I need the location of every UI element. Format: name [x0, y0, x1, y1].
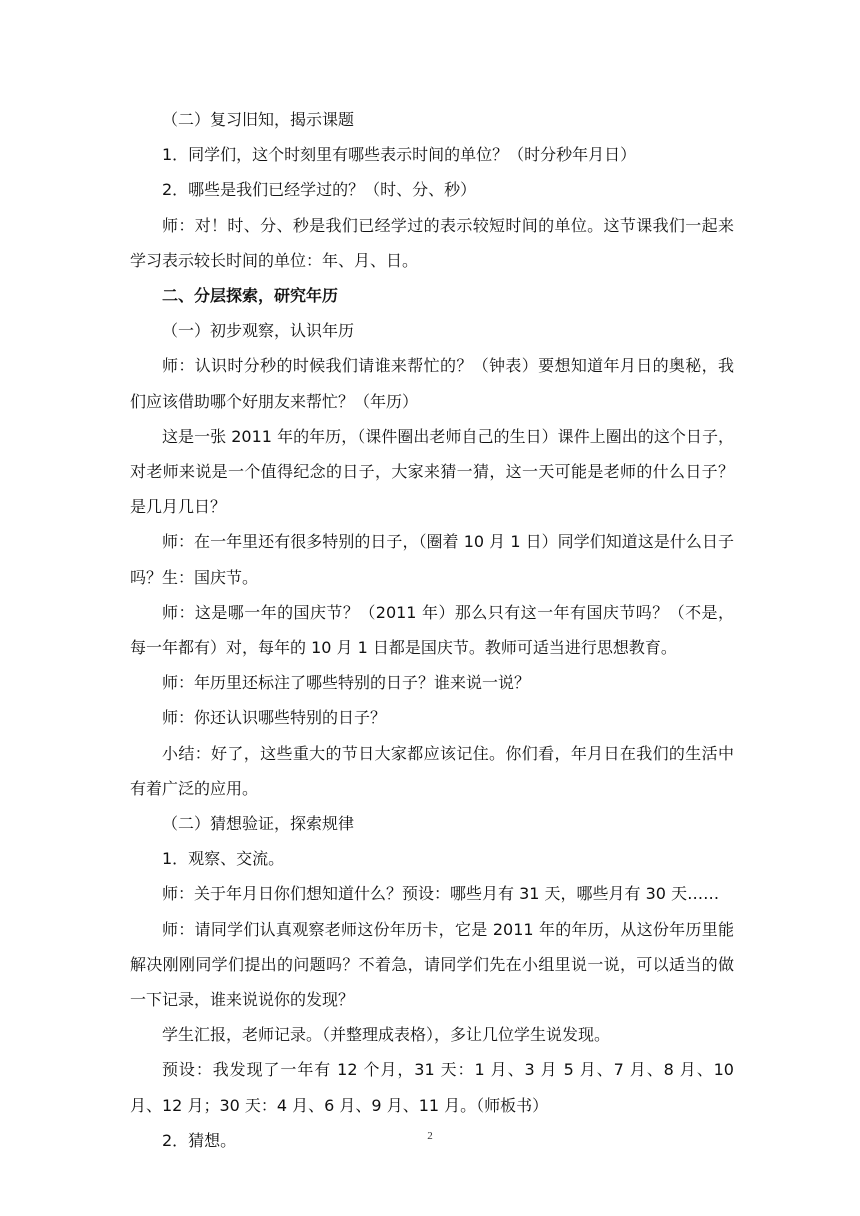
section-heading: 二、分层探索，研究年历: [162, 286, 339, 306]
paragraph: 2．猜想。: [162, 1130, 237, 1150]
paragraph: 师：关于年月日你们想知道什么？预设：哪些月有 31 天，哪些月有 30 天……: [162, 884, 720, 904]
paragraph: 师：请同学们认真观察老师这份年历卡，它是 2011 年的年历，从这份年历里能解决刚刚同学们提出的问题吗？不着急，请同学们先在小组里说一说，可以适当的做一下记录，谁来说说你的发现？: [130, 919, 734, 1010]
paragraph: 学生汇报，老师记录。（并整理成表格），多让几位学生说发现。: [162, 1025, 611, 1045]
paragraph: 师：年历里还标注了哪些特别的日子？谁来说一说？: [162, 673, 531, 693]
paragraph: 这是一张 2011 年的年历，（课件圈出老师自己的生日）课件上圈出的这个日子，对老师来说是一个值得纪念的日子，大家来猜一猜，这一天可能是老师的什么日子？是几月几日？: [130, 426, 734, 517]
page-number: 2: [427, 1130, 433, 1142]
paragraph: 师：认识时分秒的时候我们请谁来帮忙的？（钟表）要想知道年月日的奥秘，我们应该借助哪个好朋友来帮忙？（年历）: [130, 356, 734, 411]
paragraph: 师：你还认识哪些特别的日子？: [162, 708, 387, 728]
paragraph: 师：在一年里还有很多特别的日子，（圈着 10 月 1 日）同学们知道这是什么日子吗？生：国庆节。: [130, 532, 734, 587]
document-body: [130, 102, 734, 1158]
paragraph: 师：对！时、分、秒是我们已经学过的表示较短时间的单位。这节课我们一起来学习表示较长时间的单位：年、月、日。: [130, 215, 734, 270]
paragraph: （二）复习旧知，揭示课题: [162, 110, 355, 129]
paragraph: 小结：好了，这些重大的节日大家都应该记住。你们看，年月日在我们的生活中有着广泛的应用。: [130, 743, 734, 798]
paragraph: 1．同学们，这个时刻里有哪些表示时间的单位？（时分秒年月日）: [162, 145, 637, 165]
paragraph: 师：这是哪一年的国庆节？（2011 年）那么只有这一年有国庆节吗？（不是，每一年都有）对，每年的 10 月 1 日都是国庆节。教师可适当进行思想教育。: [130, 602, 734, 658]
paragraph: 1．观察、交流。: [162, 849, 285, 869]
paragraph: 预设：我发现了一年有 12 个月，31 天：1 月、3 月 5 月、7 月、8 月、10 月、12 月；30 天：4 月、6 月、9 月、11 月。（师板书）: [130, 1060, 734, 1115]
paragraph: （二）猜想验证，探索规律: [162, 814, 355, 834]
paragraph: （一）初步观察，认识年历: [162, 321, 355, 341]
paragraph: 2．哪些是我们已经学过的？（时、分、秒）: [162, 180, 477, 200]
